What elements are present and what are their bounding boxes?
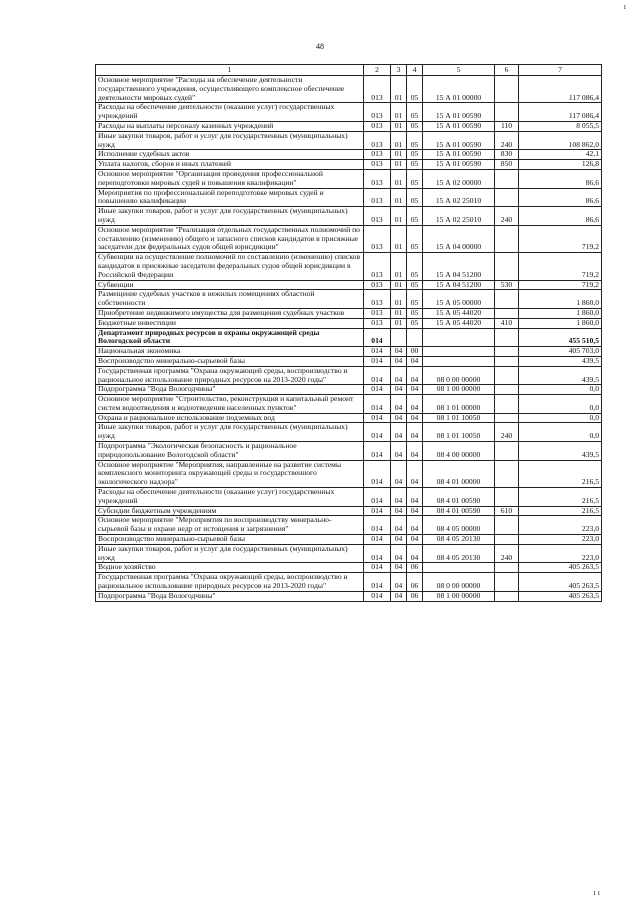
row-section-cell: 04 <box>391 573 407 592</box>
row-name-cell: Охрана и рациональное использование подземных вод <box>96 413 364 423</box>
row-target-article-cell: 15 А 01 00590 <box>423 160 495 170</box>
row-subsection-cell: 05 <box>407 253 423 280</box>
row-expense-type-cell: 850 <box>495 160 519 170</box>
row-target-article-cell: 15 А 01 00590 <box>423 131 495 150</box>
row-section-cell: 01 <box>391 253 407 280</box>
row-admin-code-cell: 013 <box>364 308 391 318</box>
table-row <box>96 103 602 122</box>
table-row <box>96 385 602 395</box>
table-row <box>96 395 602 414</box>
row-subsection-cell: 05 <box>407 207 423 226</box>
row-target-article-cell: 08 1 01 00000 <box>423 395 495 414</box>
row-expense-type-cell: 610 <box>495 506 519 516</box>
row-expense-type-cell <box>495 516 519 535</box>
row-expense-type-cell <box>495 413 519 423</box>
row-section-cell: 04 <box>391 385 407 395</box>
row-expense-type-cell <box>495 347 519 357</box>
row-amount-cell: 719,2 <box>519 280 602 290</box>
row-expense-type-cell <box>495 385 519 395</box>
table-row <box>96 356 602 366</box>
row-section-cell: 01 <box>391 318 407 328</box>
row-target-article-cell: 08 0 00 00000 <box>423 366 495 385</box>
row-admin-code-cell: 014 <box>364 516 391 535</box>
row-section-cell: 04 <box>391 544 407 563</box>
row-subsection-cell: 06 <box>407 573 423 592</box>
row-expense-type-cell: 410 <box>495 318 519 328</box>
row-subsection-cell: 04 <box>407 516 423 535</box>
row-expense-type-cell: 830 <box>495 150 519 160</box>
row-name-cell: Расходы на выплаты персоналу казенных учреждений <box>96 121 364 131</box>
row-subsection-cell: 04 <box>407 385 423 395</box>
row-admin-code-cell: 013 <box>364 131 391 150</box>
row-section-cell: 01 <box>391 188 407 207</box>
row-name-cell: Основное мероприятие "Организация проведения профессиональной переподготовки мировых судей и повышения квалификации" <box>96 169 364 188</box>
row-subsection-cell: 05 <box>407 280 423 290</box>
row-amount-cell: 719,2 <box>519 225 602 252</box>
row-name-cell: Воспроизводство минерально-сырьевой базы <box>96 356 364 366</box>
row-target-article-cell: 08 0 00 00000 <box>423 573 495 592</box>
header-col-4: 4 <box>407 65 423 76</box>
row-expense-type-cell <box>495 253 519 280</box>
row-subsection-cell: 04 <box>407 356 423 366</box>
row-section-cell: 01 <box>391 290 407 309</box>
row-amount-cell: 0,0 <box>519 395 602 414</box>
row-expense-type-cell: 110 <box>495 121 519 131</box>
row-admin-code-cell: 014 <box>364 366 391 385</box>
row-subsection-cell: 05 <box>407 76 423 103</box>
row-name-cell: Основное мероприятие "Расходы на обеспечение деятельности государственного учреждения, осуществляющего комплексное обеспечение деятельности мировых судей" <box>96 76 364 103</box>
row-name-cell: Исполнение судебных актов <box>96 150 364 160</box>
table-row <box>96 207 602 226</box>
row-target-article-cell <box>423 356 495 366</box>
row-target-article-cell: 15 А 05 44020 <box>423 318 495 328</box>
row-name-cell: Подпрограмма "Вода Вологодчины" <box>96 385 364 395</box>
row-name-cell: Расходы на обеспечение деятельности (оказание услуг) государственных учреждений <box>96 488 364 507</box>
table-row <box>96 188 602 207</box>
row-target-article-cell <box>423 563 495 573</box>
row-amount-cell: 455 510,5 <box>519 328 602 347</box>
table-body <box>96 76 602 602</box>
row-name-cell: Расходы на обеспечение деятельности (оказание услуг) государственных учреждений <box>96 103 364 122</box>
row-name-cell: Уплата налогов, сборов и иных платежей <box>96 160 364 170</box>
row-section-cell: 04 <box>391 442 407 461</box>
row-target-article-cell <box>423 347 495 357</box>
row-target-article-cell: 15 А 05 00000 <box>423 290 495 309</box>
table-row <box>96 563 602 573</box>
row-admin-code-cell: 013 <box>364 290 391 309</box>
row-section-cell: 01 <box>391 131 407 150</box>
row-amount-cell: 0,0 <box>519 385 602 395</box>
row-target-article-cell: 15 А 02 25010 <box>423 188 495 207</box>
row-amount-cell: 1 860,0 <box>519 318 602 328</box>
row-target-article-cell: 08 1 00 00000 <box>423 591 495 601</box>
row-subsection-cell: 05 <box>407 160 423 170</box>
row-name-cell: Основное мероприятие "Реализация отдельных государственных полномочий по составлению (изменению) общего и запасного списков кандидатов в присяжные заседатели для федеральных судов общей юрисдикции" <box>96 225 364 252</box>
row-section-cell: 04 <box>391 563 407 573</box>
row-section-cell: 01 <box>391 160 407 170</box>
row-name-cell: Бюджетные инвестиции <box>96 318 364 328</box>
table-row <box>96 506 602 516</box>
row-name-cell: Основное мероприятие "Мероприятия по воспроизводству минерально-сырьевой базы и охране недр от истощения и загрязнения" <box>96 516 364 535</box>
row-subsection-cell: 05 <box>407 308 423 318</box>
row-admin-code-cell: 013 <box>364 76 391 103</box>
row-name-cell: Основное мероприятие "Мероприятия, направленные на развитие системы комплексного мониторинга окружающей среды и государственного экологического надзора" <box>96 460 364 487</box>
table-row <box>96 544 602 563</box>
row-target-article-cell <box>423 328 495 347</box>
table-row <box>96 442 602 461</box>
row-section-cell: 04 <box>391 460 407 487</box>
row-subsection-cell: 04 <box>407 488 423 507</box>
row-amount-cell: 108 862,0 <box>519 131 602 150</box>
row-amount-cell: 0,0 <box>519 423 602 442</box>
row-subsection-cell: 06 <box>407 563 423 573</box>
row-admin-code-cell: 013 <box>364 188 391 207</box>
row-subsection-cell: 04 <box>407 506 423 516</box>
row-section-cell: 04 <box>391 591 407 601</box>
row-name-cell: Подпрограмма "Вода Вологодчины" <box>96 591 364 601</box>
row-admin-code-cell: 014 <box>364 488 391 507</box>
table-row <box>96 488 602 507</box>
row-amount-cell: 86,6 <box>519 169 602 188</box>
row-expense-type-cell: 240 <box>495 131 519 150</box>
row-admin-code-cell: 014 <box>364 442 391 461</box>
row-expense-type-cell <box>495 356 519 366</box>
row-target-article-cell: 08 4 01 00590 <box>423 488 495 507</box>
row-amount-cell: 439,5 <box>519 356 602 366</box>
row-section-cell: 01 <box>391 121 407 131</box>
row-target-article-cell: 15 А 04 51200 <box>423 280 495 290</box>
table-row <box>96 160 602 170</box>
table-row <box>96 131 602 150</box>
row-subsection-cell: 05 <box>407 121 423 131</box>
row-section-cell: 04 <box>391 366 407 385</box>
row-target-article-cell: 08 1 01 10050 <box>423 413 495 423</box>
row-admin-code-cell: 014 <box>364 460 391 487</box>
row-admin-code-cell: 014 <box>364 413 391 423</box>
row-section-cell: 04 <box>391 347 407 357</box>
row-name-cell: Подпрограмма "Экологическая безопасность и рациональное природопользование Вологодской области" <box>96 442 364 461</box>
row-amount-cell: 439,5 <box>519 442 602 461</box>
corner-mark: ı <box>623 2 626 11</box>
row-expense-type-cell <box>495 591 519 601</box>
row-admin-code-cell: 014 <box>364 395 391 414</box>
row-name-cell: Иные закупки товаров, работ и услуг для государственных (муниципальных) нужд <box>96 131 364 150</box>
table-row <box>96 150 602 160</box>
row-subsection-cell: 04 <box>407 442 423 461</box>
row-admin-code-cell: 014 <box>364 573 391 592</box>
table-row <box>96 308 602 318</box>
row-admin-code-cell: 013 <box>364 169 391 188</box>
row-subsection-cell: 05 <box>407 150 423 160</box>
row-expense-type-cell <box>495 488 519 507</box>
header-col-5: 5 <box>423 65 495 76</box>
row-section-cell: 01 <box>391 150 407 160</box>
row-subsection-cell: 06 <box>407 591 423 601</box>
row-subsection-cell: 05 <box>407 290 423 309</box>
row-amount-cell: 117 086,4 <box>519 76 602 103</box>
row-section-cell: 04 <box>391 395 407 414</box>
table-row <box>96 413 602 423</box>
row-amount-cell: 0,0 <box>519 413 602 423</box>
row-section-cell: 01 <box>391 308 407 318</box>
row-amount-cell: 1 860,0 <box>519 290 602 309</box>
row-section-cell: 04 <box>391 356 407 366</box>
row-admin-code-cell: 013 <box>364 160 391 170</box>
row-amount-cell: 439,5 <box>519 366 602 385</box>
row-section-cell: 04 <box>391 506 407 516</box>
row-admin-code-cell: 013 <box>364 225 391 252</box>
row-expense-type-cell <box>495 103 519 122</box>
row-expense-type-cell <box>495 169 519 188</box>
row-expense-type-cell <box>495 366 519 385</box>
row-amount-cell: 405 263,5 <box>519 563 602 573</box>
row-target-article-cell: 15 А 01 00590 <box>423 103 495 122</box>
row-expense-type-cell <box>495 188 519 207</box>
row-section-cell: 04 <box>391 423 407 442</box>
row-name-cell: Департамент природных ресурсов и охраны окружающей среды Вологодской области <box>96 328 364 347</box>
row-section-cell: 01 <box>391 225 407 252</box>
row-section-cell: 01 <box>391 280 407 290</box>
row-admin-code-cell: 013 <box>364 103 391 122</box>
row-section-cell: 01 <box>391 207 407 226</box>
row-target-article-cell: 08 1 01 10050 <box>423 423 495 442</box>
row-subsection-cell: 05 <box>407 103 423 122</box>
row-name-cell: Водное хозяйство <box>96 563 364 573</box>
row-expense-type-cell <box>495 573 519 592</box>
budget-table <box>95 64 602 602</box>
row-expense-type-cell <box>495 225 519 252</box>
row-name-cell: Иные закупки товаров, работ и услуг для государственных (муниципальных) нужд <box>96 423 364 442</box>
page-number: 48 <box>316 42 324 51</box>
row-target-article-cell: 15 А 04 00000 <box>423 225 495 252</box>
row-name-cell: Основное мероприятие "Строительство, реконструкция и капитальный ремонт систем водоотведения и водоотведения населенных пунктов" <box>96 395 364 414</box>
row-section-cell: 04 <box>391 488 407 507</box>
table-row <box>96 573 602 592</box>
row-expense-type-cell <box>495 76 519 103</box>
row-amount-cell: 216,5 <box>519 460 602 487</box>
row-name-cell: Государственная программа "Охрана окружающей среды, воспроизводство и рациональное использование природных ресурсов на 2013-2020 годы" <box>96 366 364 385</box>
table-row <box>96 423 602 442</box>
row-admin-code-cell: 013 <box>364 253 391 280</box>
row-admin-code-cell: 014 <box>364 535 391 545</box>
row-target-article-cell: 08 4 01 00000 <box>423 460 495 487</box>
row-expense-type-cell <box>495 328 519 347</box>
row-subsection-cell: 00 <box>407 347 423 357</box>
header-col-2: 2 <box>364 65 391 76</box>
row-amount-cell: 223,0 <box>519 516 602 535</box>
row-expense-type-cell <box>495 563 519 573</box>
table-row <box>96 121 602 131</box>
table-row <box>96 225 602 252</box>
row-name-cell: Субсидии бюджетным учреждениям <box>96 506 364 516</box>
row-name-cell: Субвенции на осуществление полномочий по составлению (изменению) списков кандидатов в присяжные заседатели федеральных судов общей юрисдикции в Российской Федерации <box>96 253 364 280</box>
row-target-article-cell: 08 1 00 00000 <box>423 385 495 395</box>
table-row <box>96 347 602 357</box>
row-name-cell: Государственная программа "Охрана окружающей среды, воспроизводство и рациональное использование природных ресурсов на 2013-2020 годы" <box>96 573 364 592</box>
row-name-cell: Субвенции <box>96 280 364 290</box>
row-name-cell: Национальная экономика <box>96 347 364 357</box>
row-section-cell <box>391 328 407 347</box>
header-col-7: 7 <box>519 65 602 76</box>
row-target-article-cell: 08 4 05 20130 <box>423 544 495 563</box>
table-row <box>96 535 602 545</box>
row-admin-code-cell: 013 <box>364 318 391 328</box>
row-admin-code-cell: 014 <box>364 356 391 366</box>
row-subsection-cell: 05 <box>407 318 423 328</box>
row-amount-cell: 8 055,5 <box>519 121 602 131</box>
table-row <box>96 318 602 328</box>
row-subsection-cell: 04 <box>407 423 423 442</box>
table-row <box>96 460 602 487</box>
row-name-cell: Иные закупки товаров, работ и услуг для государственных (муниципальных) нужд <box>96 207 364 226</box>
row-subsection-cell: 04 <box>407 366 423 385</box>
header-col-1: 1 <box>96 65 364 76</box>
row-amount-cell: 405 263,5 <box>519 573 602 592</box>
row-section-cell: 04 <box>391 516 407 535</box>
row-amount-cell: 86,6 <box>519 188 602 207</box>
row-section-cell: 04 <box>391 413 407 423</box>
row-admin-code-cell: 013 <box>364 280 391 290</box>
row-amount-cell: 216,5 <box>519 488 602 507</box>
row-amount-cell: 216,5 <box>519 506 602 516</box>
row-expense-type-cell <box>495 395 519 414</box>
row-section-cell: 01 <box>391 169 407 188</box>
row-subsection-cell: 05 <box>407 131 423 150</box>
row-amount-cell: 117 086,4 <box>519 103 602 122</box>
row-name-cell: Воспроизводство минерально-сырьевой базы <box>96 535 364 545</box>
row-target-article-cell: 15 А 05 44020 <box>423 308 495 318</box>
row-expense-type-cell: 240 <box>495 544 519 563</box>
row-section-cell: 01 <box>391 103 407 122</box>
row-subsection-cell: 05 <box>407 188 423 207</box>
row-target-article-cell: 08 4 05 20130 <box>423 535 495 545</box>
header-col-6: 6 <box>495 65 519 76</box>
row-target-article-cell: 15 А 01 00590 <box>423 150 495 160</box>
row-name-cell: Приобретение недвижимого имущества для размещения судебных участков <box>96 308 364 318</box>
table-row <box>96 169 602 188</box>
row-expense-type-cell <box>495 290 519 309</box>
row-admin-code-cell: 014 <box>364 591 391 601</box>
table-row <box>96 591 602 601</box>
row-admin-code-cell: 014 <box>364 423 391 442</box>
row-admin-code-cell: 014 <box>364 385 391 395</box>
row-target-article-cell: 08 4 00 00000 <box>423 442 495 461</box>
row-admin-code-cell: 014 <box>364 563 391 573</box>
row-amount-cell: 42,1 <box>519 150 602 160</box>
row-target-article-cell: 15 А 01 00590 <box>423 121 495 131</box>
row-admin-code-cell: 014 <box>364 544 391 563</box>
table-row <box>96 253 602 280</box>
row-target-article-cell: 08 4 05 00000 <box>423 516 495 535</box>
row-name-cell: Размещение судебных участков в нежилых помещениях областной собственности <box>96 290 364 309</box>
row-name-cell: Иные закупки товаров, работ и услуг для государственных (муниципальных) нужд <box>96 544 364 563</box>
row-expense-type-cell <box>495 535 519 545</box>
row-subsection-cell: 04 <box>407 413 423 423</box>
row-subsection-cell: 04 <box>407 460 423 487</box>
row-subsection-cell <box>407 328 423 347</box>
row-admin-code-cell: 013 <box>364 207 391 226</box>
row-amount-cell: 86,6 <box>519 207 602 226</box>
table-header-row <box>96 65 602 76</box>
row-target-article-cell: 08 4 01 00590 <box>423 506 495 516</box>
row-subsection-cell: 04 <box>407 395 423 414</box>
row-amount-cell: 405 263,5 <box>519 591 602 601</box>
row-admin-code-cell: 013 <box>364 121 391 131</box>
row-amount-cell: 126,8 <box>519 160 602 170</box>
row-amount-cell: 1 860,0 <box>519 308 602 318</box>
row-admin-code-cell: 013 <box>364 150 391 160</box>
row-target-article-cell: 15 А 02 25010 <box>423 207 495 226</box>
row-admin-code-cell: 014 <box>364 506 391 516</box>
row-amount-cell: 223,0 <box>519 535 602 545</box>
footer-mark: ı ı <box>593 888 600 897</box>
row-expense-type-cell: 240 <box>495 423 519 442</box>
table-row <box>96 290 602 309</box>
row-section-cell: 04 <box>391 535 407 545</box>
row-subsection-cell: 04 <box>407 535 423 545</box>
table-row <box>96 516 602 535</box>
row-expense-type-cell <box>495 308 519 318</box>
row-target-article-cell: 15 А 04 51200 <box>423 253 495 280</box>
table-row <box>96 328 602 347</box>
table-row <box>96 366 602 385</box>
row-subsection-cell: 05 <box>407 225 423 252</box>
row-expense-type-cell: 240 <box>495 207 519 226</box>
row-target-article-cell: 15 А 01 00000 <box>423 76 495 103</box>
header-col-3: 3 <box>391 65 407 76</box>
table-row <box>96 76 602 103</box>
row-subsection-cell: 04 <box>407 544 423 563</box>
row-expense-type-cell: 530 <box>495 280 519 290</box>
row-target-article-cell: 15 А 02 00000 <box>423 169 495 188</box>
row-admin-code-cell: 014 <box>364 347 391 357</box>
table-row <box>96 280 602 290</box>
row-amount-cell: 223,0 <box>519 544 602 563</box>
row-name-cell: Мероприятия по профессиональной переподготовке мировых судей и повышению квалификации <box>96 188 364 207</box>
row-amount-cell: 719,2 <box>519 253 602 280</box>
row-section-cell: 01 <box>391 76 407 103</box>
row-subsection-cell: 05 <box>407 169 423 188</box>
row-expense-type-cell <box>495 442 519 461</box>
row-amount-cell: 405 703,0 <box>519 347 602 357</box>
row-admin-code-cell: 014 <box>364 328 391 347</box>
row-expense-type-cell <box>495 460 519 487</box>
